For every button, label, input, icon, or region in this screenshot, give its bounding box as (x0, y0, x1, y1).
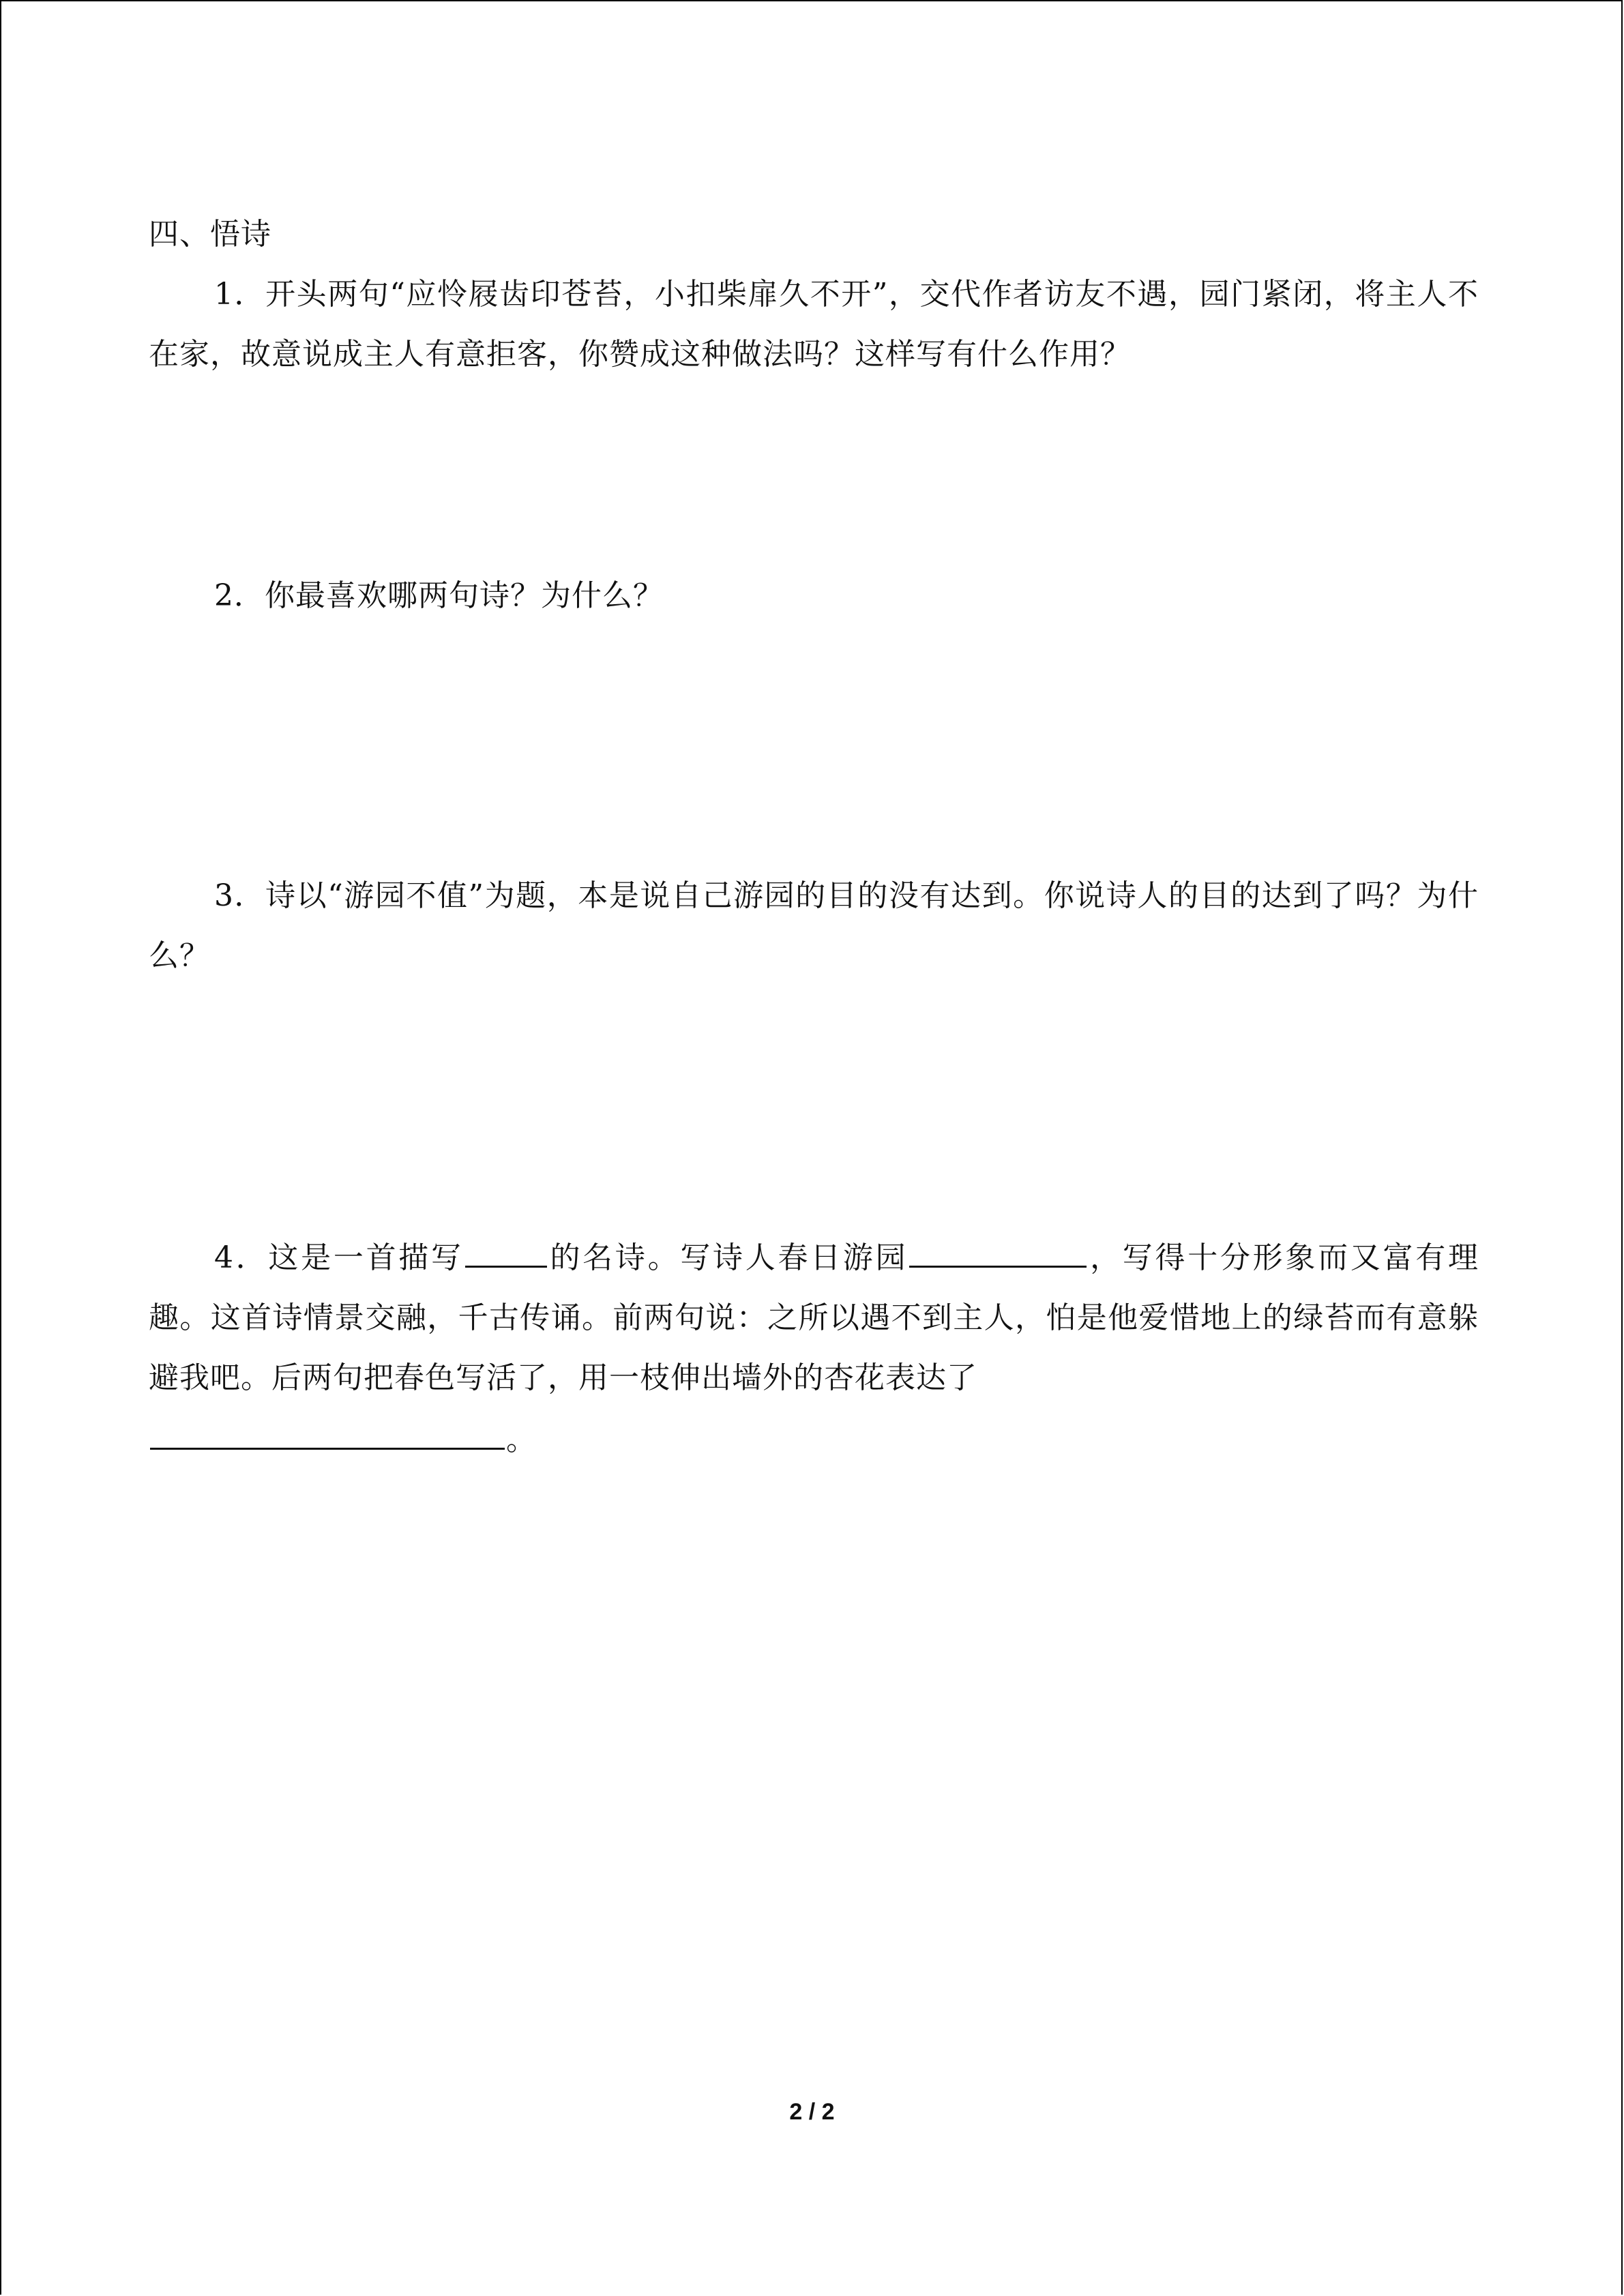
question-3: 3．诗以“游园不值”为题，本是说自己游园的目的没有达到。你说诗人的目的达到了吗？为什么？ (149, 878, 1479, 973)
answer-blank-1[interactable] (465, 1226, 547, 1268)
answer-blank-3[interactable] (150, 1408, 505, 1450)
question-1: 1．开头两句“应怜屐齿印苍苔，小扣柴扉久不开”，交代作者访友不遇，园门紧闭，将主人不在家，故意说成主人有意拒客，你赞成这种做法吗？这样写有什么作用？ (149, 277, 1479, 372)
question-2: 2．你最喜欢哪两句诗？为什么？ (214, 578, 664, 613)
section-title: 四、悟诗 (149, 217, 271, 252)
question-4-text-4: 。 (506, 1422, 537, 1457)
answer-blank-2[interactable] (909, 1226, 1087, 1268)
page-number: 2 / 2 (789, 2099, 835, 2125)
document-body (149, 205, 1479, 1470)
question-4-text-3: ，写得十分形象而又富有理趣。这首诗情景交融，千古传诵。前两句说：之所以遇不到主人，怕是他爱惜地上的绿苔而有意躲避我吧。后两句把春色写活了，用一枝伸出墙外的杏花表达了 (149, 1240, 1479, 1395)
question-4 (149, 1226, 1479, 1470)
question-4-text-1: 4．这是一首描写 (214, 1240, 464, 1275)
question-4-last-line (149, 1408, 1479, 1470)
question-4-text-2: 的名诗。写诗人春日游园 (548, 1240, 909, 1275)
